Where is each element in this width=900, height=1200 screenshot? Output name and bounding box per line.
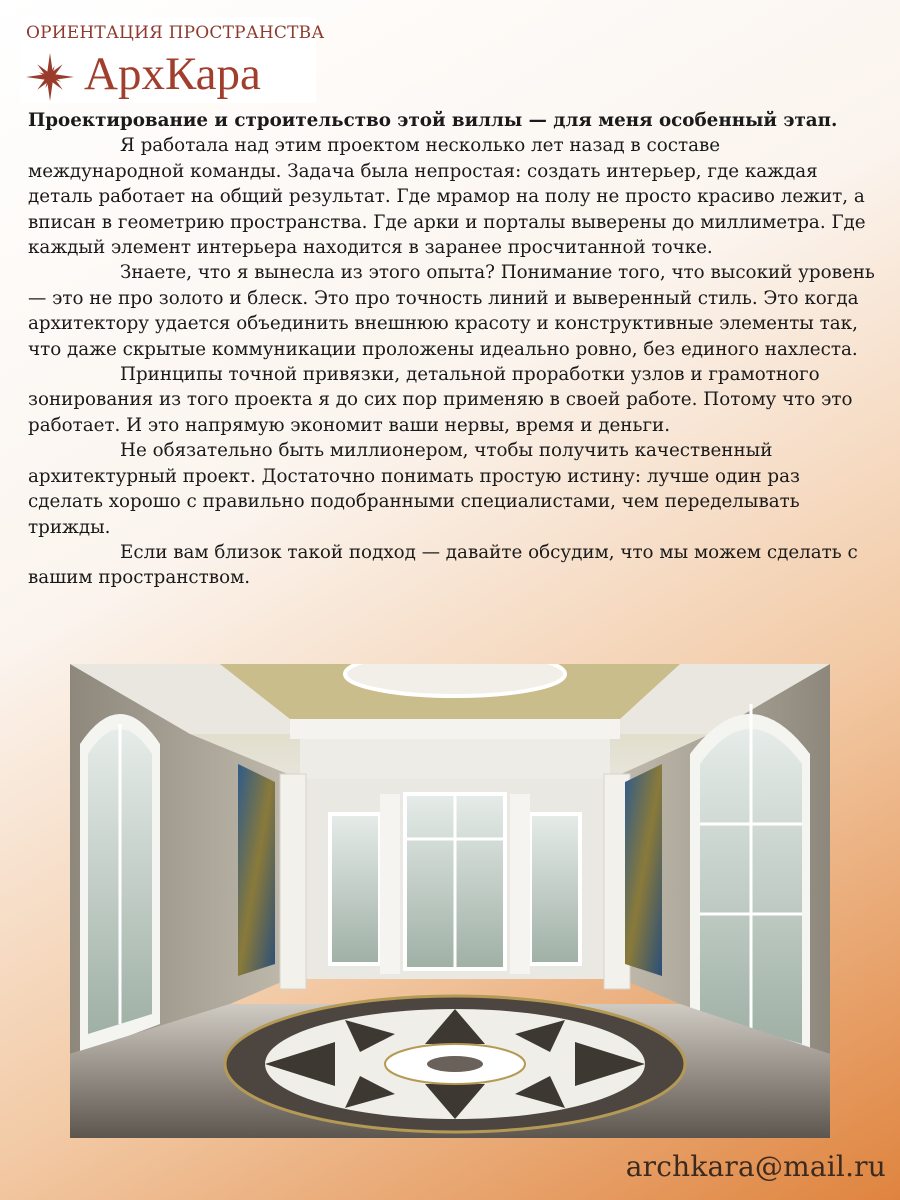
villa-interior-image bbox=[70, 664, 830, 1138]
article-paragraph: Принципы точной привязки, детальной проработки узлов и грамотного зонирования из того проекта я до сих пор применяю в своей работе. Потому что это работает. И это напрямую экономит ваши нервы, время и деньги. bbox=[28, 364, 853, 436]
article-paragraph: Если вам близок такой подход — давайте обсудим, что мы можем сделать с вашим пространством. bbox=[28, 541, 858, 589]
logo-tagline: ОРИЕНТАЦИЯ ПРОСТРАНСТВА bbox=[26, 23, 325, 43]
logo bbox=[20, 17, 325, 103]
article-paragraph: Не обязательно быть миллионером, чтобы получить качественный архитектурный проект. Достаточно понимать простую истину: лучше один раз сделать хорошо с правильно подобранными специалистами, чем переделывать трижды. bbox=[28, 440, 800, 538]
article bbox=[28, 108, 880, 591]
logo-name: АрхКара bbox=[84, 48, 261, 100]
contact-email[interactable]: archkara@mail.ru bbox=[625, 1150, 886, 1183]
article-paragraph: Знаете, что я вынесла из этого опыта? Понимание того, что высокий уровень — это не про золото и блеск. Это про точность линий и выверенный стиль. Это когда архитектору удается объединить внешнюю красоту и конструктивные элементы так, что даже скрытые коммуникации проложены идеально ровно, без единого нахлеста. bbox=[28, 262, 875, 360]
article-paragraph: Я работала над этим проектом несколько лет назад в составе международной команды. Задача была непростая: создать интерьер, где каждая деталь работает на общий результат. Где мрамор на полу не просто красиво лежит, а вписан в геометрию пространства. Где арки и порталы выверены до миллиметра. Где каждый элемент интерьера находится в заранее просчитанной точке. bbox=[28, 135, 866, 259]
compass-star-icon bbox=[24, 51, 76, 103]
article-heading: Проектирование и строительство этой виллы — для меня особенный этап. bbox=[28, 110, 838, 131]
